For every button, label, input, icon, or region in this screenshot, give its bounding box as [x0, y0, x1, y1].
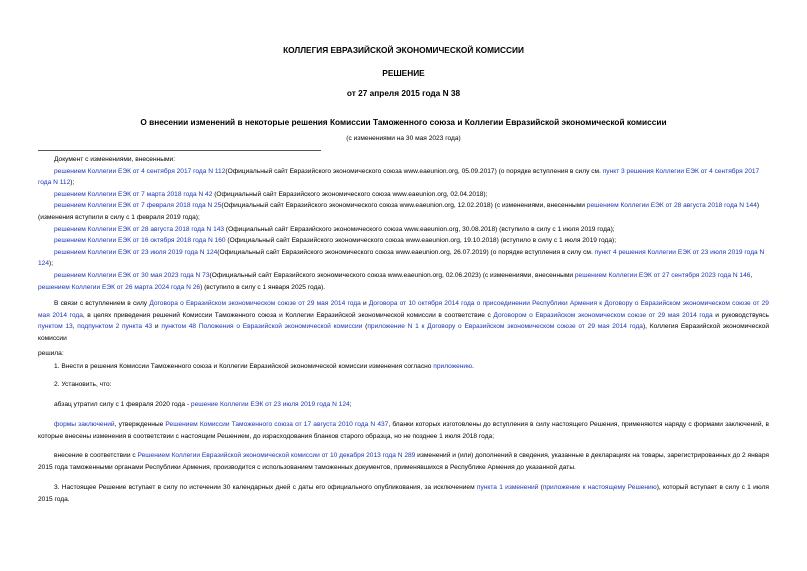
doc-title: О внесении изменений в некоторые решения Комиссии Таможенного союза и Коллегии Евразийской экономической комиссии	[140, 117, 667, 127]
decided-label: решила:	[38, 350, 64, 357]
change-item	[38, 247, 769, 270]
regulation-link[interactable]: пунктом 48 Положения о Евразийской экономической комиссии	[161, 323, 363, 331]
accession-treaty-link[interactable]: Договора от 10 октября 2014 года о присоединении Республики Армения к Договору о Евразийском экономическом союзе от 29 мая 2014 года	[38, 300, 769, 319]
point-3	[38, 482, 769, 505]
change-item	[38, 189, 769, 201]
point-text: (	[538, 484, 543, 491]
point-1	[38, 361, 769, 373]
change-text: (Официальный сайт Евразийского экономического союза www.eaeunion.org, 05.09.2017) (о порядке вступления в силу см.	[225, 167, 601, 175]
point-text: абзац утратил силу с 1 февраля 2020 года -	[54, 401, 191, 408]
change-text: (Официальный сайт Евразийского экономического союза www.eaeunion.org, 30.08.2018) (вступило в силу с 1 июля 2019 года);	[224, 225, 615, 233]
treaty-link[interactable]: Договора о Евразийском экономическом союзе от 29 мая 2014 года	[149, 300, 361, 307]
change-item	[38, 270, 769, 293]
change-link[interactable]: решением Коллегии ЕЭК от 26 марта 2024 года N 26	[38, 283, 201, 291]
point-text: , утвержденные	[114, 421, 166, 428]
point-text: ), который вступает в силу с 1 июля 2015 года.	[38, 484, 769, 503]
change-text: );	[70, 179, 75, 187]
change-text: (Официальный сайт Евразийского экономического союза www.eaeunion.org, 26.07.2019) (о порядке вступления в силу см.	[217, 248, 593, 256]
change-text: ) (изменения вступили в силу с 1 февраля 2019 года);	[38, 202, 760, 221]
doc-date-number: от 27 апреля 2015 года N 38	[346, 88, 461, 98]
changes-intro: Документ с изменениями, внесенными:	[54, 156, 176, 163]
preamble-text: и руководствуясь	[712, 311, 769, 319]
change-text: (Официальный сайт Евразийского экономического союза www.eaeunion.org, 02.04.2018);	[212, 190, 488, 198]
decision-link[interactable]: решение Коллегии ЕЭК от 23 июля 2019 года N 124	[190, 401, 350, 408]
change-link[interactable]: решением Коллегии ЕЭК от 4 сентября 2017 года N 112	[54, 167, 226, 175]
change-item	[38, 224, 769, 236]
change-link[interactable]: решением Коллегии ЕЭК от 16 октября 2018 года N 160	[54, 237, 226, 245]
change-item	[38, 235, 769, 247]
change-link[interactable]: решением Коллегии ЕЭК от 7 февраля 2018 года N 25	[54, 202, 222, 210]
change-text: (Официальный сайт Евразийского экономического союза www.eaeunion.org, 02.06.2023) (с изменениями, внесенными	[209, 271, 575, 279]
org-name: КОЛЛЕГИЯ ЕВРАЗИЙСКОЙ ЭКОНОМИЧЕСКОЙ КОМИССИИ	[283, 45, 524, 55]
decision-link[interactable]: Решением Комиссии Таможенного союза от 17 августа 2010 года N 437	[165, 421, 389, 428]
doc-type: РЕШЕНИЕ	[382, 68, 425, 78]
change-link[interactable]: пункт 3 решения Коллегии ЕЭК от 4 сентября 2017 года N 112	[38, 167, 760, 187]
point-text: .	[472, 363, 474, 370]
change-item	[38, 200, 769, 223]
point-2a	[38, 399, 769, 411]
changes-point-link[interactable]: пункта 1 изменений	[476, 484, 539, 491]
changes-block	[38, 154, 769, 293]
change-text: );	[49, 260, 54, 268]
point-text: внесение в соответствии с	[54, 452, 138, 459]
annex-link[interactable]: приложение к настоящему Решению	[542, 484, 657, 491]
point-13-link[interactable]: пунктом 13	[38, 323, 73, 331]
preamble-text: , в целях приведения решений Комиссии Таможенного союза и Коллегии Евразийской экономической комиссии в соответствие с	[82, 311, 494, 319]
point-text: 1. Внести в решения Комиссии Таможенного союза и Коллегии Евразийской экономической комиссии изменения согласно	[54, 363, 434, 370]
change-text: (Официальный сайт Евразийского экономического союза www.eaeunion.org, 19.10.2018) (вступило в силу с 1 июля 2019 года);	[225, 237, 617, 245]
point-text: ;	[349, 401, 352, 408]
change-link[interactable]: решением Коллегии ЕЭК от 7 марта 2018 года N 42	[54, 190, 213, 198]
separator-line	[38, 150, 321, 151]
annex-link[interactable]: приложение N 1 к Договору о Евразийском экономическом союзе от 29 мая 2014 года	[367, 323, 643, 331]
point-text: изменений и (или) дополнений в сведения, указанные в декларациях на товары, зарегистрированных до 2 января 2015 года таможенными органами Республики Армения, производится с использованием таможенных документов, применявшихся в Республике Армения до указанной даты.	[38, 452, 769, 471]
preamble-text: (	[362, 323, 368, 331]
point-2b	[38, 419, 769, 442]
point-text: , бланки которых изготовлены до вступления в силу настоящего Решения, применяются наряду с формами заключений, в которые внесены изменения в соответствии с настоящим Решением, до израсходования бланков старого образца, но не позднее 1 июля 2018 года;	[38, 421, 769, 440]
point-2	[38, 379, 769, 391]
change-link[interactable]: решением Коллегии ЕЭК от 28 августа 2018 года N 144	[586, 202, 757, 210]
point-text: 2. Установить, что:	[54, 381, 112, 388]
change-link[interactable]: пункт 4 решения Коллегии ЕЭК от 23 июля 2019 года N 124	[38, 248, 765, 268]
forms-link[interactable]: формы заключений	[54, 421, 115, 428]
decision-link[interactable]: Решением Коллегии Евразийской экономической комиссии от 10 декабря 2013 года N 289	[137, 452, 416, 459]
change-item	[38, 166, 769, 189]
preamble-text: и	[152, 323, 162, 331]
subpoint-link[interactable]: подпунктом 2 пункта 43	[77, 323, 153, 331]
change-link[interactable]: решением Коллегии ЕЭК от 27 сентября 2023 года N 146	[574, 271, 751, 279]
change-text: ,	[750, 271, 753, 279]
point-text: 3. Настоящее Решение вступает в силу по истечении 30 календарных дней с даты его официального опубликования, за исключением	[54, 484, 477, 491]
change-text: ) (вступило в силу с 1 января 2025 года).	[200, 283, 326, 291]
point-2c	[38, 450, 769, 473]
preamble-paragraph	[38, 298, 769, 344]
preamble-text: и	[360, 300, 369, 307]
preamble-text: ), Коллегия Евразийской экономической комиссии	[38, 323, 770, 342]
change-link[interactable]: решением Коллегии ЕЭК от 30 мая 2023 года N 73	[54, 271, 210, 279]
preamble-text: В связи с вступлением в силу	[54, 300, 148, 307]
preamble-text: ,	[72, 323, 78, 331]
change-text: (Официальный сайт Евразийского экономического союза www.eaeunion.org, 12.02.2018) (с изменениями, внесенными	[221, 202, 587, 210]
change-link[interactable]: решением Коллегии ЕЭК от 28 августа 2018 года N 143	[54, 225, 225, 233]
change-link[interactable]: решением Коллегии ЕЭК от 23 июля 2019 года N 124	[54, 248, 218, 256]
revision-note: (с изменениями на 30 мая 2023 года)	[346, 135, 461, 142]
treaty-link[interactable]: Договором о Евразийском экономическом союзе от 29 мая 2014 года	[493, 311, 713, 319]
annex-link[interactable]: приложению	[433, 363, 473, 370]
